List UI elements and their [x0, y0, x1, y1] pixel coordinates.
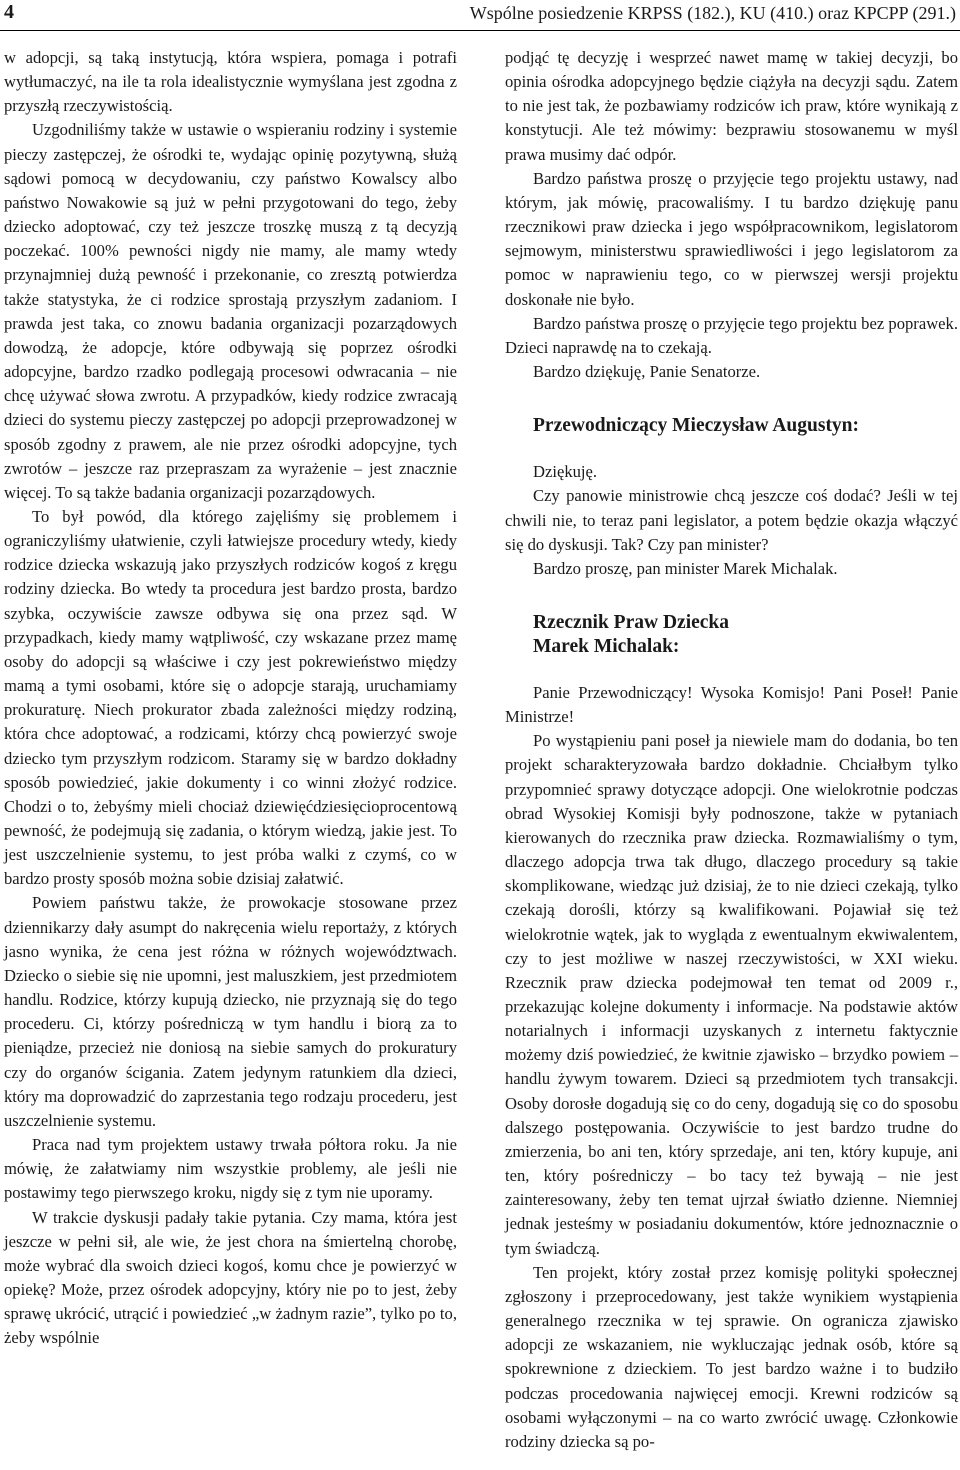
- paragraph: Bardzo państwa proszę o przyjęcie tego projektu bez poprawek. Dzieci naprawdę na to czekają.: [505, 313, 958, 357]
- paragraph: Panie Przewodniczący! Wysoka Komisjo! Pani Poseł! Panie Ministrze!: [505, 682, 958, 727]
- speaker-name: Marek Michalak:: [533, 635, 680, 657]
- page-header: [0, 0, 960, 32]
- speaker-heading: [533, 414, 958, 438]
- paragraph: w adopcji, są taką instytucją, która wspiera, pomaga i potrafi wytłumaczyć, na ile ta rola idealistycznie wymyślana jest zgodna z przyszłą rzeczywistością.: [4, 48, 457, 116]
- paragraph: Bardzo dziękuję, Panie Senatorze.: [533, 362, 761, 382]
- paragraph: Uzgodniliśmy także w ustawie o wspieraniu rodziny i systemie pieczy zastępczej, że ośrodki te, wydając opinię pozytywną, służą sądowi pomocą w decydowaniu, czy państwo Kowalscy albo państwo Nowakowie są już w pełni przygotowani do tego, żeby dziecko adoptować, czy też jeszcze troszkę muszą z tą decyzją poczekać. 100% pewności nigdy nie mamy, ale mamy wtedy przynajmniej dużą pewność i przekonanie, co zresztą potwierdza także statystyka, że ci rodzice sprostają przyszłym zadaniom. I prawda jest taka, co znowu badania organizacji pozarządowych dowodzą, że adopcje, które odbywają się poprzez ośrodki adopcyjne, bardzo rzadko podlegają procesowi odwracania – nie chcę używać słowa zwrotu. A przypadków, kiedy rodzice zwracają dzieci do systemu pieczy zastępczej po adopcji przeprowadzonej w sposób zgodny z prawem, ale nie przez ośrodki adopcyjne, tych zwrotów – jeszcze raz przepraszam za wyrażenie – jest znacznie więcej. To są także badania organizacji pozarządowych.: [4, 120, 457, 502]
- paragraph: Powiem państwu także, że prowokacje stosowane przez dziennikarzy dały asumpt do nakręcenia wielu reportaży, z których jasno wynika, że cena jest różna w różnych województwach. Dziecko o siebie się nie upomni, jest maluszkiem, jest przedmiotem handlu. Rodzice, którzy kupują dziecko, nie przyznają się do tego procederu. Ci, którzy pośredniczą w tym handlu i biorą za to pieniądze, przecież nie doniosą na siebie samych do prokuratury czy do organów ścigania. Zatem jedynym ratunkiem dla dzieci, który ma doprowadzić do zaprzestania tego rodzaju procederu, jest uszczelnienie systemu.: [4, 893, 457, 1130]
- header-rule: [0, 30, 960, 31]
- running-title: Wspólne posiedzenie KRPSS (182.), KU (410.) oraz KPCPP (291.): [469, 3, 956, 23]
- paragraph: Bardzo proszę, pan minister Marek Michalak.: [533, 558, 838, 578]
- speaker-role: Rzecznik Praw Dziecka: [533, 611, 730, 633]
- paragraph: Bardzo państwa proszę o przyjęcie tego projektu ustawy, nad którym, jak mówię, pracowaliśmy. I tu bardzo dziękuję panu rzecznikowi praw dziecka i jego współpracownikom, legislatorom sejmowym, ministerstwu sprawiedliwości i jego legislatorom za pomoc w naprawieniu tego, co w pierwszej wersji projektu doskonałe nie było.: [505, 168, 958, 309]
- paragraph: Po wystąpieniu pani poseł ja niewiele mam do dodania, bo ten projekt scharakteryzowała bardzo dokładnie. Chciałbym tylko przypomnieć sprawy dotyczące adopcji. One wielokrotnie podczas obrad Wysokiej Komisji były podnoszone, także w pytaniach kierowanych do rzecznika praw dziecka. Rozmawialiśmy o tym, dlaczego adopcja trwa tak długo, dlaczego procedury są takie skomplikowane, wiedząc już dzisiaj, że to nie dzieci czekają, tylko czekają dorośli, którzy są kwalifikowani. Pojawiał się też wielokrotnie wątek, jak to wygląda z ewentualnym ekwiwalentem, czy to jest możliwe w naszej rzeczywistości, w XXI wieku. Rzecznik praw dziecka podejmował ten temat od 2009 r., przekazując kolejne dokumenty i informacje. Na podstawie aktów notarialnych i informacji uzyskanych z internetu faktycznie możemy dziś powiedzieć, że kwitnie zjawisko – brzydko powiem – handlu żywym towarem. Dzieci są przedmiotem tych transakcji. Osoby dorosłe dogadują się co do ceny, dogadują się co do sposobu dalszego postępowania. Oczywiście to jest bardzo trudne do zmierzenia, bo ani ten, który sprzedaje, ani ten, który kupuje, ani ten, który pośredniczy – bo tacy też bywają – nie jest zainteresowany, żeby ten temat ujrzał światło dzienne. Niemniej jednak jesteśmy w posiadaniu dokumentów, które jednoznacznie o tym świadczą.: [505, 731, 958, 1258]
- left-column: [4, 46, 457, 1350]
- paragraph: podjąć tę decyzję i wesprzeć nawet mamę w takiej decyzji, bo opinia ośrodka adopcyjnego będzie ciążyła na decyzji sądu. Zatem to nie jest tak, że pozbawiamy rodziców ich praw, które wynikają z konstytucji. Ale też mówimy: bezprawiu stosowanemu w myśl prawa musimy dać odpór.: [505, 48, 958, 164]
- paragraph: Ten projekt, który został przez komisję polityki społecznej zgłoszony i przeprocedowany, jest także wynikiem wystąpienia generalnego rzecznika w tej sprawie. On ogranicza zjawisko adopcji ze wskazaniem, nie wykluczając jednak osób, które są spokrewnione z dzieckiem. To jest bardzo ważne i to budziło podczas procedowania najwięcej emocji. Krewni rodziców są osobami wyłączonymi – na co warto zwrócić uwagę. Członkowie rodziny dziecka są po-: [505, 1262, 958, 1451]
- paragraph: W trakcie dyskusji padały takie pytania. Czy mama, która jest jeszcze w pełni sił, ale wie, że jest chora na śmiertelną chorobę, może wybrać dla swoich dzieci kogoś, komu chce je powierzyć w opiekę? Może, przez ośrodek adopcyjny, który nie po to jest, żeby sprawę ukrócić, utrącić i powiedzieć „w żadnym razie”, tylko po to, żeby wspólnie: [4, 1207, 457, 1348]
- page-number: 4: [4, 1, 14, 23]
- speaker-name: Przewodniczący Mieczysław Augustyn:: [533, 415, 860, 437]
- paragraph: To był powód, dla którego zajęliśmy się problemem i ograniczyliśmy ułatwienie, czyli łatwiejsze procedury wtedy, kiedy rodzice dziecka wskazują jako przyszłych rodziców kogoś z kręgu rodziny dziecka. Bo wtedy ta procedura jest bardzo prosta, bardzo szybka, oczywiście zawsze odbywa się ona przez sąd. W przypadkach, kiedy mamy wątpliwość, czy wskazane przez mamę osoby do adopcji są właściwe i czy jest pokrewieństwo między mamą a tymi osobami, które się o adopcje starają, uruchamiamy prokuraturę. Niech prokurator zbada zależności między rodziną, która chce adoptować, a rodzicami, którzy chcą powierzyć swoje dziecko tym przyszłym rodzicom. Staramy się w bardzo dokładny sposób powiedzieć, jakie dokumenty i co winni złożyć rodzice. Chodzi o to, żebyśmy mieli chociaż dziewięćdziesięcioprocentową pewność, że podejmują się zadania, o którym wiedzą, jakie jest. To jest uszczelnienie systemu, to jest próba walki z czymś, co w bardzo prosty sposób można sobie dzisiaj załatwić.: [4, 506, 457, 889]
- paragraph: Praca nad tym projektem ustawy trwała półtora roku. Ja nie mówię, że załatwiamy nim wszystkie problemy, ale jeśli nie postawimy tego pierwszego kroku, nigdy się z tym nie uporamy.: [4, 1135, 457, 1203]
- paragraph: Czy panowie ministrowie chcą jeszcze coś dodać? Jeśli w tej chwili nie, to teraz pani legislator, a potem będzie okazja włączyć się do dyskusji. Tak? Czy pan minister?: [505, 486, 958, 554]
- paragraph: Dziękuję.: [533, 462, 598, 482]
- speaker-heading: [533, 611, 958, 659]
- right-column: [505, 46, 958, 1454]
